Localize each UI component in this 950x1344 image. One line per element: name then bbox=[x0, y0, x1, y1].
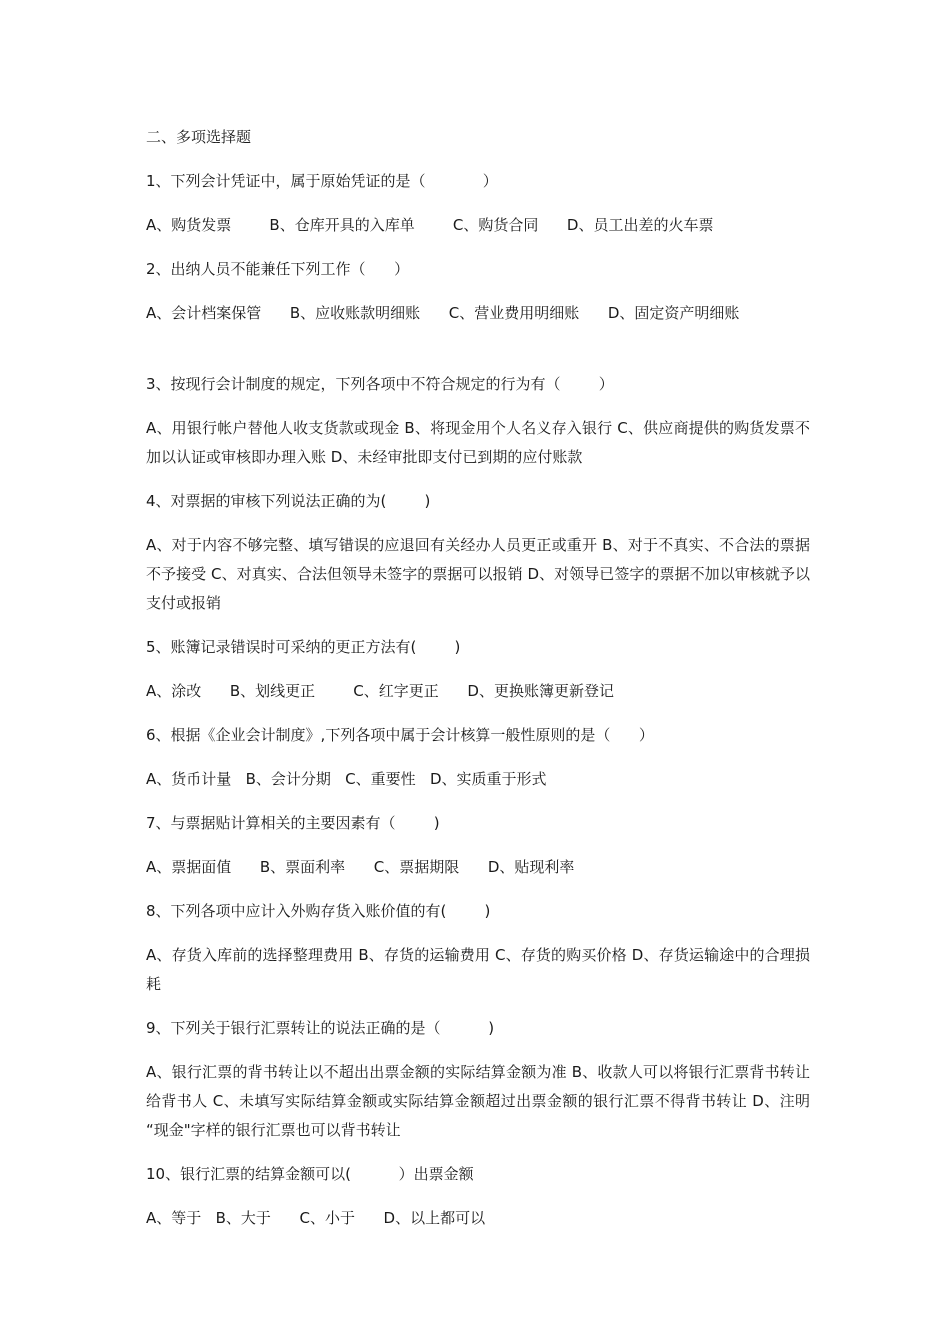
question-10-stem: 10、银行汇票的结算金额可以( ）出票金额 bbox=[146, 1165, 474, 1183]
question-5-stem: 5、账簿记录错误时可采纳的更正方法有( ) bbox=[146, 638, 461, 656]
question-8-stem: 8、下列各项中应计入外购存货入账价值的有( ) bbox=[146, 902, 491, 920]
question-3-stem: 3、按现行会计制度的规定，下列各项中不符合规定的行为有（ ） bbox=[146, 375, 614, 393]
question-8-options: A、存货入库前的选择整理费用 B、存货的运输费用 C、存货的购买价格 D、存货运输途中的合理损耗 bbox=[146, 946, 810, 993]
question-6-stem: 6、根据《企业会计制度》,下列各项中属于会计核算一般性原则的是（ ） bbox=[146, 726, 654, 744]
question-9-options: A、银行汇票的背书转让以不超出出票金额的实际结算金额为准 B、收款人可以将银行汇票背书转让给背书人 C、未填写实际结算金额或实际结算金额超过出票金额的银行汇票不得背书转让 D、注明 “现金"字样的银行汇票也可以背书转让 bbox=[146, 1063, 810, 1139]
question-9-stem: 9、下列关于银行汇票转让的说法正确的是（ ) bbox=[146, 1019, 495, 1037]
question-7-stem: 7、与票据贴计算相关的主要因素有（ ) bbox=[146, 814, 440, 832]
question-7-options: A、票据面值 B、票面利率 C、票据期限 D、贴现利率 bbox=[146, 858, 575, 876]
question-10-options: A、等于 B、大于 C、小于 D、以上都可以 bbox=[146, 1209, 486, 1227]
document-page bbox=[146, 123, 810, 1233]
question-3-options: A、用银行帐户替他人收支货款或现金 B、将现金用个人名义存入银行 C、供应商提供的购货发票不加以认证或审核即办理入账 D、未经审批即支付已到期的应付账款 bbox=[146, 419, 810, 466]
question-2-options: A、会计档案保管 B、应收账款明细账 C、营业费用明细账 D、固定资产明细账 bbox=[146, 304, 740, 322]
section-title: 二、多项选择题 bbox=[146, 128, 252, 146]
question-5-options: A、涂改 B、划线更正 C、红字更正 D、更换账簿更新登记 bbox=[146, 682, 614, 700]
question-1-options: A、购货发票 B、仓库开具的入库单 C、购货合同 D、员工出差的火车票 bbox=[146, 216, 714, 234]
question-4-options: A、对于内容不够完整、填写错误的应退回有关经办人员更正或重开 B、对于不真实、不合法的票据不予接受 C、对真实、合法但领导未签字的票据可以报销 D、对领导已签字的票据不加以审核就予以支付或报销 bbox=[146, 536, 810, 612]
question-6-options: A、货币计量 B、会计分期 C、重要性 D、实质重于形式 bbox=[146, 770, 547, 788]
question-4-stem: 4、对票据的审核下列说法正确的为( ) bbox=[146, 492, 431, 510]
question-2-stem: 2、出纳人员不能兼任下列工作（ ） bbox=[146, 260, 410, 278]
question-1-stem: 1、下列会计凭证中，属于原始凭证的是（ ） bbox=[146, 172, 498, 190]
